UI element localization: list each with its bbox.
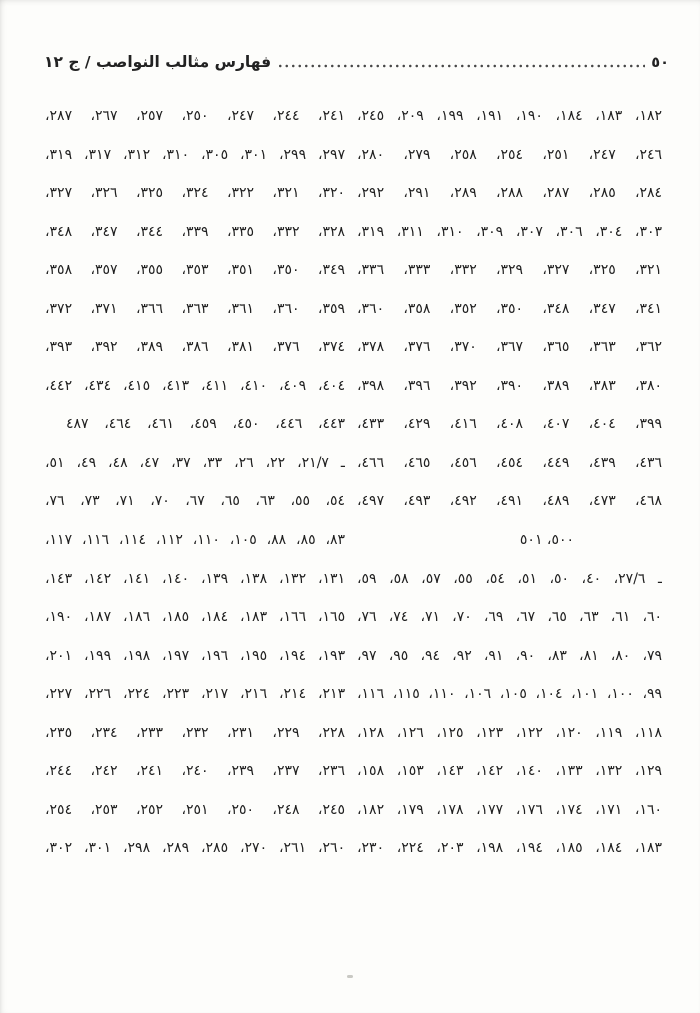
index-line: ٢٣٦، ٢٣٧، ٢٣٩، ٢٤٠، ٢٤١، ٢٤٢، ٢٤٤،: [45, 763, 345, 780]
index-line: ٣٨٠، ٣٨٣، ٣٨٩، ٣٩٠، ٣٩٢، ٣٩٦، ٣٩٨،: [357, 377, 662, 394]
index-line: ٣٢٠، ٣٢١، ٣٢٢، ٣٢٤، ٣٢٥، ٣٢٦، ٣٢٧،: [45, 185, 345, 202]
index-line: ١٨٢، ١٨٣، ١٨٤، ١٩٠، ١٩١، ١٩٩، ٢٠٩، ٢٤٥،: [357, 108, 662, 124]
index-line: ٢٦٠، ٢٦١، ٢٧٠، ٢٨٥، ٢٨٩، ٢٩٨، ٣٠١، ٣٠٢،: [45, 840, 345, 857]
index-line: ٣٤١، ٣٤٧، ٣٤٨، ٣٥٠، ٣٥٢، ٣٥٨، ٣٦٠،: [357, 300, 662, 317]
index-line: ٤٠٤، ٤٠٩، ٤١٠، ٤١١، ٤١٣، ٤١٥، ٤٣٤، ٤٤٢،: [45, 377, 345, 394]
index-line: ٣٤٩، ٣٥٠، ٣٥١، ٣٥٣، ٣٥٥، ٣٥٧، ٣٥٨،: [45, 262, 345, 279]
index-line-entry-end: ٥٠٠، ٥٠١: [519, 532, 574, 549]
dotted-leader: [277, 64, 645, 68]
index-line: ٤٣٦، ٤٣٩، ٤٤٩، ٤٥٤، ٤٥٦، ٤٦٥، ٤٦٦،: [357, 454, 662, 471]
index-line: ٣٢٨، ٣٣٢، ٣٣٥، ٣٣٩، ٣٤٤، ٣٤٧، ٣٤٨،: [45, 223, 345, 240]
index-line: ٦٠، ٦١، ٦٣، ٦٥، ٦٧، ٦٩، ٧٠، ٧١، ٧٤، ٧٦،: [357, 609, 662, 626]
index-line: ٤٦٨، ٤٧٣، ٤٨٩، ٤٩١، ٤٩٢، ٤٩٣، ٤٩٧،: [357, 493, 662, 510]
index-line: ٢٨٤، ٢٨٥، ٢٨٧، ٢٨٨، ٢٨٩، ٢٩١، ٢٩٢،: [357, 185, 662, 202]
index-line: ١٦٥، ١٦٦، ١٨٣، ١٨٤، ١٨٥، ١٨٦، ١٨٧، ١٩٠،: [45, 609, 345, 626]
index-line: ٣٩٩، ٤٠٤، ٤٠٧، ٤٠٨، ٤١٦، ٤٢٩، ٤٣٣،: [357, 416, 662, 433]
index-line: ١٨٣، ١٨٤، ١٨٥، ١٩٤، ١٩٨، ٢٠٣، ٢٢٤، ٢٣٠،: [357, 840, 662, 857]
index-line: ٣٢١، ٣٢٥، ٣٢٧، ٣٢٩، ٣٣٢، ٣٣٣، ٣٣٦،: [357, 262, 662, 279]
index-line: ١٦٠، ١٧١، ١٧٤، ١٧٦، ١٧٧، ١٧٨، ١٧٩، ١٨٢،: [357, 801, 662, 818]
book-title: فهارس مثالب النواصب / ج ١٢: [44, 52, 272, 71]
index-line: ٢٩٧، ٢٩٩، ٣٠١، ٣٠٥، ٣١٠، ٣١٢، ٣١٧، ٣١٩،: [45, 146, 345, 163]
right-column: [357, 97, 662, 868]
index-line: ٢٢٨، ٢٢٩، ٢٣١، ٢٣٢، ٢٣٣، ٢٣٤، ٢٣٥،: [45, 724, 345, 741]
index-line-entry-end: ٤٤٣، ٤٤٦، ٤٥٠، ٤٥٩، ٤٦١، ٤٦٤، ٤٨٧: [66, 416, 345, 433]
index-line: ٢٤٦، ٢٤٧، ٢٥١، ٢٥٤، ٢٥٨، ٢٧٩، ٢٨٠،: [357, 146, 662, 163]
running-header: [44, 46, 669, 72]
page-number: ٥٠: [651, 54, 669, 71]
index-line: ٣٥٩، ٣٦٠، ٣٦١، ٣٦٣، ٣٦٦، ٣٧١، ٣٧٢،: [45, 300, 345, 317]
index-line: ٢٤١، ٢٤٤، ٢٤٧، ٢٥٠، ٢٥٧، ٢٦٧، ٢٨٧،: [45, 108, 345, 124]
index-line: ٥٤، ٥٥، ٦٣، ٦٥، ٦٧، ٧٠، ٧١، ٧٣، ٧٦،: [45, 493, 345, 510]
index-line: ٣٦٢، ٣٦٣، ٣٦٥، ٣٦٧، ٣٧٠، ٣٧٦، ٣٧٨،: [357, 339, 662, 356]
index-line: ٢١٣، ٢١٤، ٢١٦، ٢١٧، ٢٢٣، ٢٢٤، ٢٢٦، ٢٢٧،: [45, 686, 345, 703]
index-line-entry-start: ـ ٢١/٧، ٢٢، ٢٦، ٣٣، ٣٧، ٤٧، ٤٨، ٤٩، ٥١،: [45, 454, 345, 471]
scan-artifact: [347, 975, 353, 978]
index-line: ٧٩، ٨٠، ٨١، ٨٣، ٩٠، ٩١، ٩٢، ٩٤، ٩٥، ٩٧،: [357, 647, 662, 664]
index-line: ١١٨، ١١٩، ١٢٠، ١٢٢، ١٢٣، ١٢٥، ١٢٦، ١٢٨،: [357, 724, 662, 741]
index-line: ٢٤٥، ٢٤٨، ٢٥٠، ٢٥١، ٢٥٢، ٢٥٣، ٢٥٤،: [45, 801, 345, 818]
index-line: ٨٣، ٨٥، ٨٨، ١٠٥، ١١٠، ١١٢، ١١٤، ١١٦، ١١٧،: [45, 532, 345, 549]
index-line-entry-start: ـ ٢٧/٦، ٤٠، ٥٠، ٥١، ٥٤، ٥٥، ٥٧، ٥٨، ٥٩،: [357, 570, 662, 587]
index-line: ٩٩، ١٠٠، ١٠١، ١٠٤، ١٠٥، ١٠٦، ١١٠، ١١٥، ١١٦،: [357, 686, 662, 703]
index-line: ٣٠٣، ٣٠٤، ٣٠٦، ٣٠٧، ٣٠٩، ٣١٠، ٣١١، ٣١٩،: [357, 223, 662, 240]
index-line: ٣٧٤، ٣٧٦، ٣٨١، ٣٨٦، ٣٨٩، ٣٩٢، ٣٩٣،: [45, 339, 345, 356]
left-column: [45, 97, 345, 868]
index-line: ١٣١، ١٣٢، ١٣٨، ١٣٩، ١٤٠، ١٤١، ١٤٢، ١٤٣،: [45, 570, 345, 587]
index-line: ١٢٩، ١٣٢، ١٣٣، ١٤٠، ١٤٢، ١٤٣، ١٥٣، ١٥٨،: [357, 763, 662, 780]
index-line: ١٩٣، ١٩٤، ١٩٥، ١٩٦، ١٩٧، ١٩٨، ١٩٩، ٢٠١،: [45, 647, 345, 664]
